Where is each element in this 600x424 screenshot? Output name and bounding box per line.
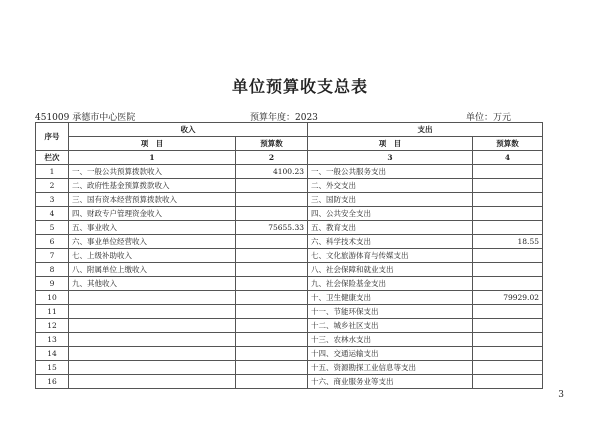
income-item-cell (69, 291, 236, 305)
expense-amount-cell (473, 221, 543, 235)
expense-amount-cell (473, 277, 543, 291)
expense-item-cell: 十一、节能环保支出 (308, 305, 473, 319)
table-row (36, 165, 543, 179)
expense-amount-cell (473, 333, 543, 347)
table-row (36, 235, 543, 249)
row-seq: 8 (36, 263, 69, 277)
income-amount-cell (236, 193, 308, 207)
expense-item-cell: 一、一般公共服务支出 (308, 165, 473, 179)
row-seq: 1 (36, 165, 69, 179)
row-seq: 16 (36, 375, 69, 389)
expense-amount-cell (473, 263, 543, 277)
income-amount-cell (236, 305, 308, 319)
expense-amount-cell (473, 319, 543, 333)
income-item-cell: 八、附属单位上缴收入 (69, 263, 236, 277)
expense-item-cell: 八、社会保障和就业支出 (308, 263, 473, 277)
income-item-cell: 三、国有资本经营预算拨款收入 (69, 193, 236, 207)
row-seq: 10 (36, 291, 69, 305)
expense-amount-header: 预算数 (473, 137, 543, 151)
row-seq: 13 (36, 333, 69, 347)
income-amount-cell (236, 319, 308, 333)
income-amount-cell (236, 347, 308, 361)
expense-item-cell: 十三、农林水支出 (308, 333, 473, 347)
income-amount-cell (236, 235, 308, 249)
expense-amount-cell: 18.55 (473, 235, 543, 249)
row-seq: 11 (36, 305, 69, 319)
expense-amount-cell (473, 347, 543, 361)
expense-item-header: 项 目 (308, 137, 473, 151)
income-item-cell (69, 361, 236, 375)
table-row (36, 221, 543, 235)
row-seq: 5 (36, 221, 69, 235)
expense-item-cell: 六、科学技术支出 (308, 235, 473, 249)
table-row (36, 207, 543, 221)
income-item-cell (69, 347, 236, 361)
expense-item-cell: 十二、城乡社区支出 (308, 319, 473, 333)
income-amount-cell (236, 249, 308, 263)
column-order-2: 2 (236, 151, 308, 165)
seq-header: 序号 (36, 123, 69, 151)
row-seq: 3 (36, 193, 69, 207)
table-body (36, 165, 543, 389)
table-row (36, 319, 543, 333)
expense-item-cell: 七、文化旅游体育与传媒支出 (308, 249, 473, 263)
row-seq: 9 (36, 277, 69, 291)
expense-item-cell: 十五、资源勘探工业信息等支出 (308, 361, 473, 375)
table-row (36, 277, 543, 291)
income-item-cell: 一、一般公共预算拨款收入 (69, 165, 236, 179)
row-seq: 6 (36, 235, 69, 249)
column-order-row (36, 151, 543, 165)
expense-amount-cell (473, 305, 543, 319)
income-item-header: 项 目 (69, 137, 236, 151)
income-item-cell: 七、上级补助收入 (69, 249, 236, 263)
expense-item-cell: 四、公共安全支出 (308, 207, 473, 221)
row-seq: 14 (36, 347, 69, 361)
table-row (36, 193, 543, 207)
budget-summary-table (35, 122, 543, 389)
column-order-1: 1 (69, 151, 236, 165)
income-amount-cell (236, 375, 308, 389)
expense-amount-cell (473, 375, 543, 389)
table-row (36, 361, 543, 375)
table-row (36, 305, 543, 319)
income-item-cell: 二、政府性基金预算拨款收入 (69, 179, 236, 193)
table-row (36, 263, 543, 277)
expense-amount-cell (473, 165, 543, 179)
expense-item-cell: 十四、交通运输支出 (308, 347, 473, 361)
income-header: 收入 (69, 123, 308, 137)
table-row (36, 375, 543, 389)
income-amount-cell: 4100.23 (236, 165, 308, 179)
row-seq: 12 (36, 319, 69, 333)
row-seq: 15 (36, 361, 69, 375)
income-item-cell (69, 333, 236, 347)
table-row (36, 179, 543, 193)
row-seq: 7 (36, 249, 69, 263)
table-row (36, 333, 543, 347)
income-item-cell: 五、事业收入 (69, 221, 236, 235)
money-unit: 单位：万元 (466, 113, 512, 123)
income-item-cell: 九、其他收入 (69, 277, 236, 291)
row-seq: 2 (36, 179, 69, 193)
expense-item-cell: 十六、商业服务业等支出 (308, 375, 473, 389)
income-amount-cell: 75655.33 (236, 221, 308, 235)
income-item-cell (69, 319, 236, 333)
column-order-3: 3 (308, 151, 473, 165)
income-item-cell: 六、事业单位经营收入 (69, 235, 236, 249)
header-row-main (36, 123, 543, 137)
income-item-cell: 四、财政专户管理资金收入 (69, 207, 236, 221)
expense-item-cell: 五、教育支出 (308, 221, 473, 235)
expense-item-cell: 二、外交支出 (308, 179, 473, 193)
income-item-cell (69, 375, 236, 389)
expense-item-cell: 三、国防支出 (308, 193, 473, 207)
income-amount-cell (236, 333, 308, 347)
expense-amount-cell (473, 361, 543, 375)
expense-header: 支出 (308, 123, 543, 137)
income-amount-cell (236, 291, 308, 305)
expense-amount-cell (473, 207, 543, 221)
header-row-sub (36, 137, 543, 151)
expense-amount-cell (473, 249, 543, 263)
income-amount-cell (236, 263, 308, 277)
row-seq: 4 (36, 207, 69, 221)
income-amount-header: 预算数 (236, 137, 308, 151)
budget-year: 预算年度：2023 (250, 113, 318, 123)
income-item-cell (69, 305, 236, 319)
column-order-4: 4 (473, 151, 543, 165)
income-amount-cell (236, 361, 308, 375)
expense-item-cell: 十、卫生健康支出 (308, 291, 473, 305)
column-order-label: 栏次 (36, 151, 69, 165)
page-number: 3 (558, 390, 564, 400)
table-row (36, 249, 543, 263)
income-amount-cell (236, 277, 308, 291)
page-title: 单位预算收支总表 (231, 77, 368, 96)
income-amount-cell (236, 207, 308, 221)
income-amount-cell (236, 179, 308, 193)
expense-item-cell: 九、社会保险基金支出 (308, 277, 473, 291)
expense-amount-cell (473, 179, 543, 193)
unit-code-name: 451009 承德市中心医院 (35, 113, 136, 123)
table-row (36, 347, 543, 361)
table-row (36, 291, 543, 305)
expense-amount-cell (473, 193, 543, 207)
expense-amount-cell: 79929.02 (473, 291, 543, 305)
